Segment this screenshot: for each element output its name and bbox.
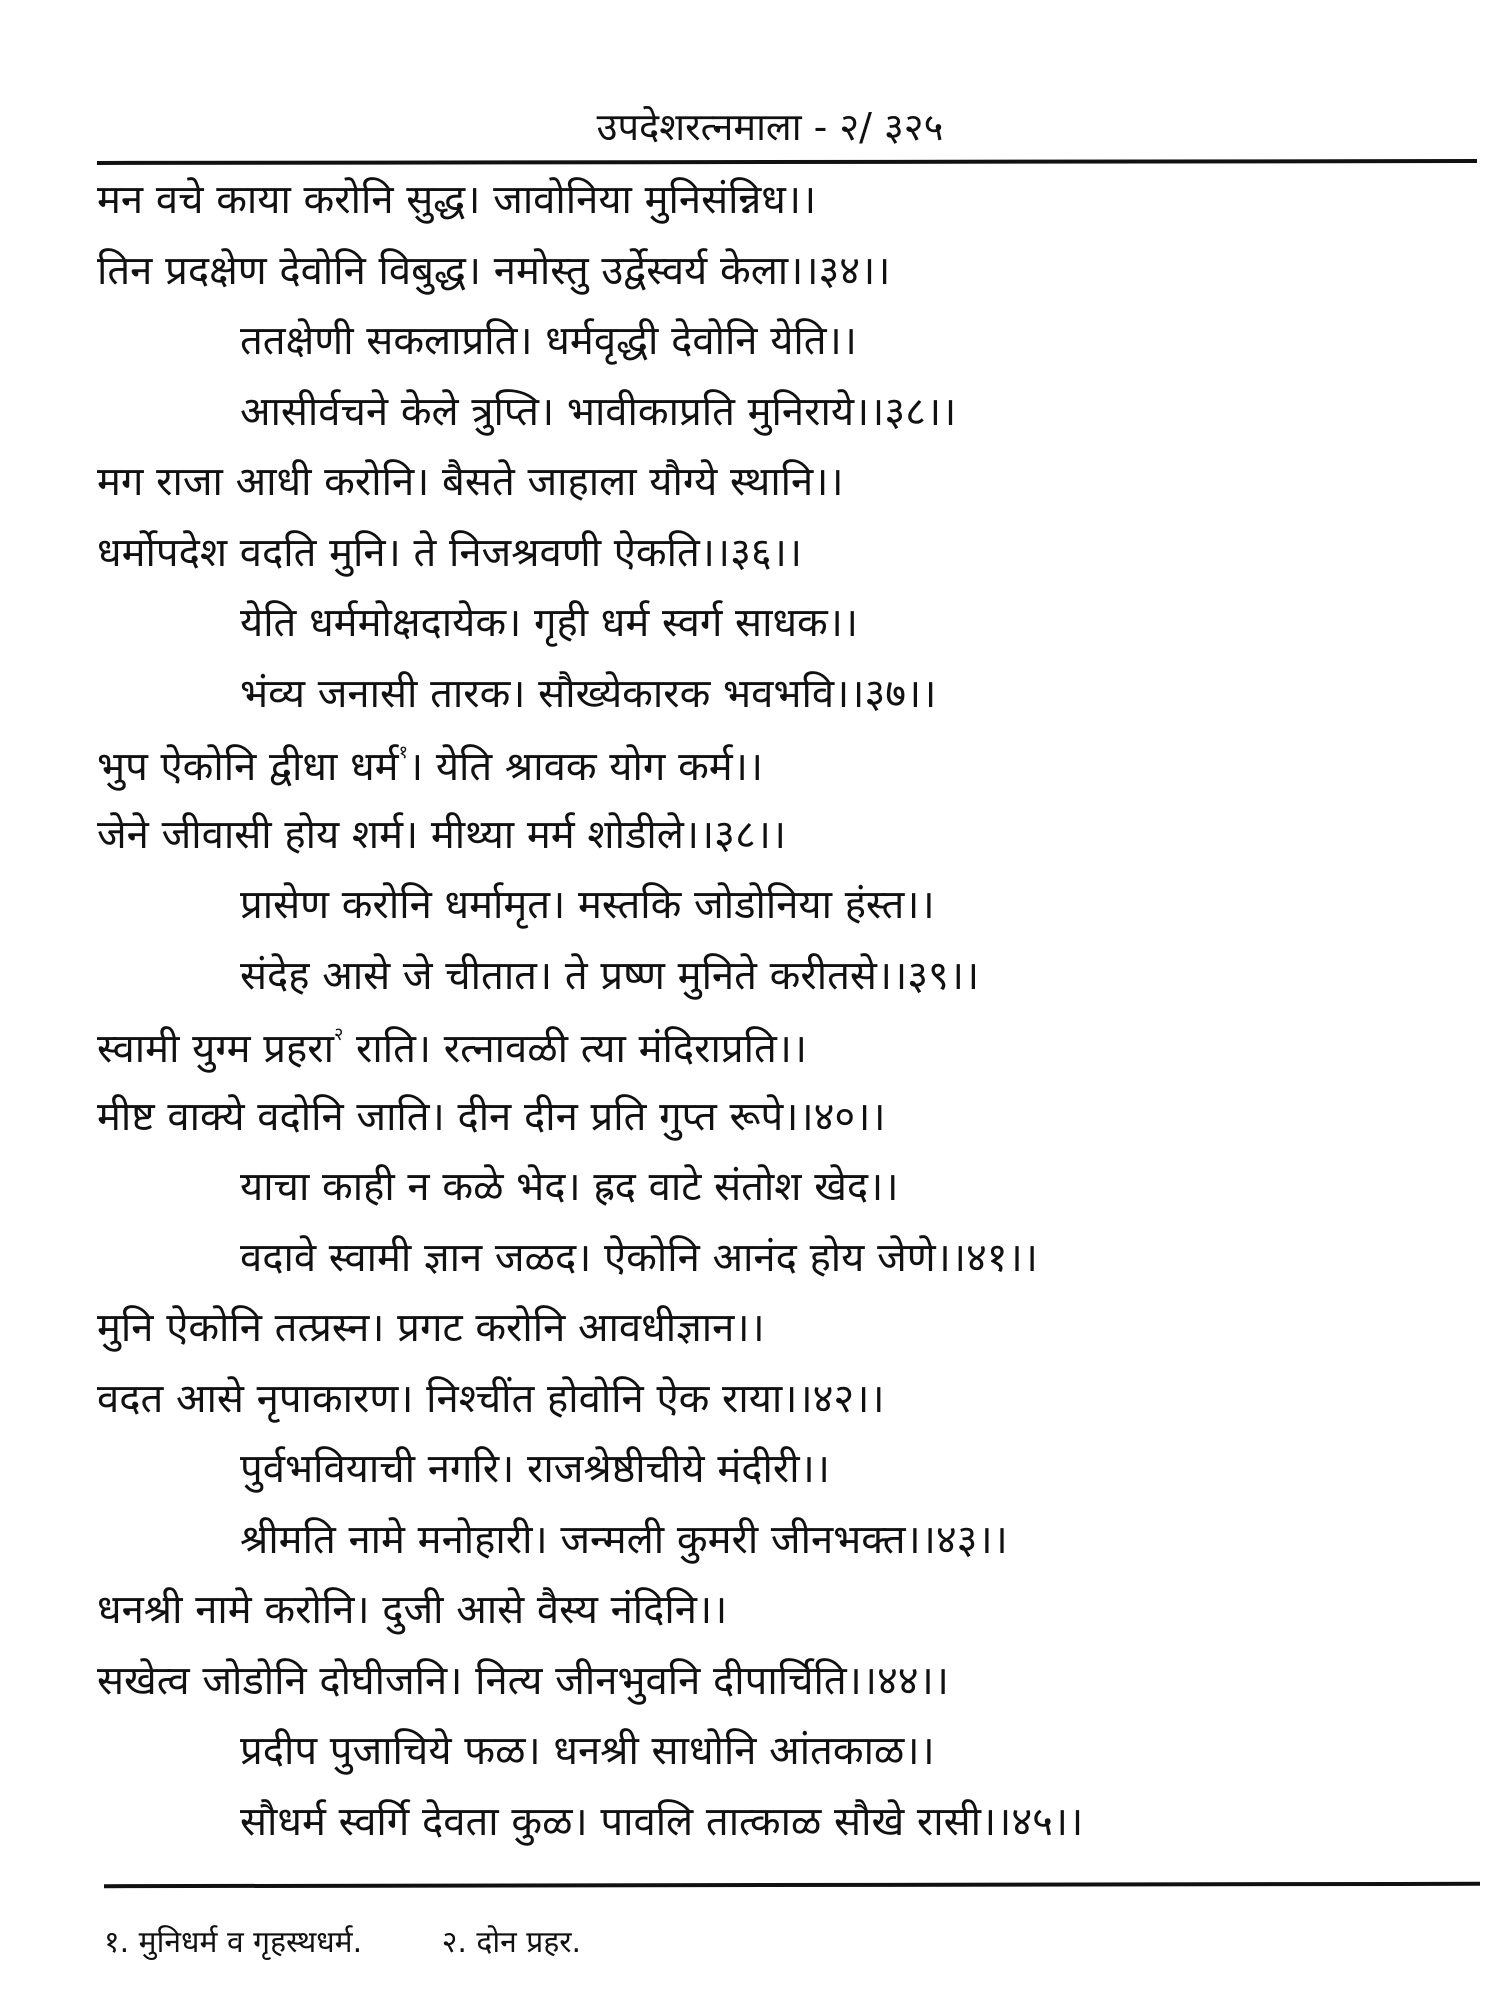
- verse-text: स्वामी युग्म प्रहरा: [97, 1026, 334, 1072]
- verse-text: पुर्वभवियाची नगरि। राजश्रेष्ठीचीये मंदीरी।।: [240, 1446, 830, 1492]
- verse-text: प्रदीप पुजाचिये फळ। धनश्री साधोनि आंतकाळ।।: [240, 1728, 935, 1774]
- verse-text: भंव्य जनासी तारक। सौख्येकारक भवभवि।।३७।।: [240, 670, 937, 717]
- footnote-2: २. दोन प्रहर.: [441, 1925, 582, 1960]
- verse-text-rest: राति। रत्नावळी त्या मंदिराप्रति।।: [343, 1026, 808, 1072]
- verse-line: [240, 670, 937, 717]
- verse-text-rest: । येति श्रावक योग कर्म।।: [407, 744, 764, 790]
- verse-line: [97, 1093, 886, 1140]
- footnotes: [104, 1920, 651, 1961]
- verse-text: भुप ऐकोनि द्वीधा धर्म: [97, 744, 399, 790]
- verse-line: [240, 318, 857, 364]
- verse-line: [97, 1657, 949, 1704]
- verse-line: [97, 1587, 728, 1633]
- verse-text: मन वचे काया करोनि सुद्ध। जावोनिया मुनिसंन्निध।।: [97, 177, 817, 223]
- footnote-1: १. मुनिधर्म व गृहस्थधर्म.: [104, 1925, 363, 1960]
- verse-text: श्रीमति नामे मनोहारी। जन्मली कुमरी जीनभक्त।।४३।।: [240, 1516, 1008, 1563]
- verse-text: धर्मोपदेश वदति मुनि। ते निजश्रवणी ऐकति।।३६।।: [97, 529, 803, 576]
- verse-line: [97, 1375, 885, 1422]
- footnote-marker: २: [333, 1024, 344, 1045]
- verse-line: [240, 1234, 1038, 1281]
- verse-text: तिन प्रदक्षेण देवोनि विबुद्ध। नमोस्तु उर्द्वेस्वर्य केला।।३४।।: [97, 247, 891, 294]
- verse-text: वदत आसे नृपाकारण। निश्चींत होवोनि ऐक राया।।४२।।: [97, 1375, 885, 1422]
- verse-text: मग राजा आधी करोनि। बैसते जाहाला यौग्ये स्थानि।।: [97, 459, 844, 505]
- header-rule: [97, 159, 1477, 165]
- verse-text: ततक्षेणी सकलाप्रति। धर्मवृद्धी देवोनि येति।।: [240, 318, 857, 364]
- verse-line: [240, 1516, 1008, 1563]
- verse-line: [97, 459, 844, 505]
- verse-line: [97, 1024, 808, 1072]
- verse-line: [240, 882, 935, 928]
- verse-text: धनश्री नामे करोनि। दुजी आसे वैस्य नंदिनि।।: [97, 1587, 728, 1633]
- verse-text: संदेह आसे जे चीतात। ते प्रष्ण मुनिते करीतसे।।३९।।: [240, 952, 980, 999]
- verse-text: येति धर्ममोक्षदायेक। गृही धर्म स्वर्ग साधक।।: [240, 600, 859, 646]
- verse-line: [240, 388, 957, 435]
- verse-line: [97, 742, 764, 790]
- verse-line: [240, 1164, 899, 1210]
- verse-line: [97, 1305, 765, 1351]
- footnote-rule: [104, 1882, 1480, 1888]
- verse-line: [97, 811, 787, 858]
- verse-line: [240, 1798, 1084, 1845]
- verse-line: [240, 1446, 830, 1492]
- verse-text: मुनि ऐकोनि तत्प्रस्न। प्रगट करोनि आवधीज्ञान।।: [97, 1305, 765, 1351]
- verse-text: सखेत्व जोडोनि दोघीजनि। नित्य जीनभुवनि दीपार्चिति।।४४।।: [97, 1657, 949, 1704]
- verse-line: [240, 1728, 935, 1774]
- running-header: उपदेशरत्नमाला - २/ ३२५: [596, 105, 944, 149]
- verse-text: जेने जीवासी होय शर्म। मीथ्या मर्म शोडीले।।३८।।: [97, 811, 787, 858]
- verse-text: मीष्ट वाक्ये वदोनि जाति। दीन दीन प्रति गुप्त रूपे।।४०।।: [97, 1093, 886, 1140]
- verse-text: वदावे स्वामी ज्ञान जळद। ऐकोनि आनंद होय जेणे।।४१।।: [240, 1234, 1038, 1281]
- verse-line: [240, 600, 859, 646]
- verse-text: याचा काही न कळे भेद। ह्रद वाटे संतोश खेद।।: [240, 1164, 899, 1210]
- verse-line: [97, 529, 803, 576]
- verse-text: सौधर्म स्वर्गि देवता कुळ। पावलि तात्काळ सौखे रासी।।४५।।: [240, 1798, 1084, 1845]
- verse-text: प्रासेण करोनि धर्मामृत। मस्तकि जोडोनिया हंस्त।।: [240, 882, 935, 928]
- verse-line: [240, 952, 980, 999]
- verse-line: [97, 247, 891, 294]
- footnote-marker: १: [398, 742, 408, 763]
- verse-text: आसीर्वचने केले त्रुप्ति। भावीकाप्रति मुनिराये।।३८।।: [240, 388, 957, 435]
- verse-line: [97, 177, 817, 223]
